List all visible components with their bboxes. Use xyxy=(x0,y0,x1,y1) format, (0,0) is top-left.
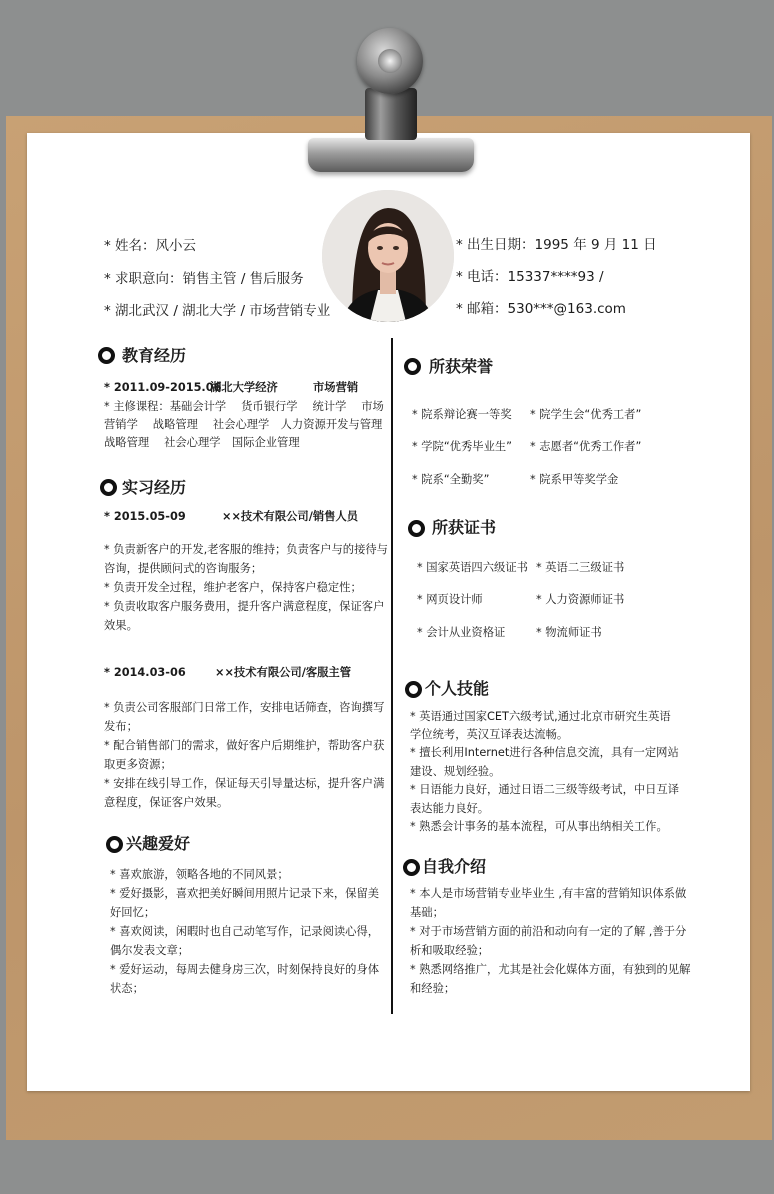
honor-item: * 学院“优秀毕业生” xyxy=(412,440,513,453)
info-name: * 姓名：风小云 xyxy=(104,238,197,254)
profile-photo xyxy=(322,190,454,322)
section-title-skills: 个人技能 xyxy=(425,679,490,698)
skill-line: * 日语能力良好，通过日语二三级等级考试，中日互译 xyxy=(410,783,680,796)
honor-item: * 院系辩论赛一等奖 xyxy=(412,408,512,421)
job2-company: ××技术有限公司/客服主管 xyxy=(215,666,352,679)
education-courses-line: * 主修课程：基础会计学 货币银行学 统计学 市场 xyxy=(104,400,384,413)
section-bullet-icon xyxy=(403,859,420,876)
section-bullet-icon xyxy=(100,479,117,496)
hobby-line: 状态； xyxy=(110,982,144,995)
job2-line: 发布； xyxy=(104,720,138,733)
education-courses-line: 营销学 战略管理 社会心理学 人力资源开发与管理 xyxy=(104,418,383,431)
job2-line: * 配合销售部门的需求，做好客户后期维护，帮助客户获 xyxy=(104,739,385,752)
skill-line: * 熟悉会计事务的基本流程，可从事出纳相关工作。 xyxy=(410,820,668,833)
intro-line: 和经验； xyxy=(410,982,456,995)
job2-line: * 负责公司客服部门日常工作，安排电话筛查，咨询撰写 xyxy=(104,701,385,714)
hobby-line: 好回忆； xyxy=(110,906,156,919)
info-school: * 湖北武汉 / 湖北大学 / 市场营销专业 xyxy=(104,303,331,319)
skill-line: 学位统考，英汉互译表达流畅。 xyxy=(410,728,569,741)
info-phone: * 电话：15337****93 / xyxy=(456,269,604,285)
section-bullet-icon xyxy=(106,836,123,853)
section-title-education: 教育经历 xyxy=(122,346,187,365)
intro-line: * 本人是市场营销专业毕业生 ,有丰富的营销知识体系做 xyxy=(410,887,687,900)
job1-line: 咨询，提供顾问式的咨询服务； xyxy=(104,562,263,575)
job1-line: * 负责收取客户服务费用，提升客户满意程度，保证客户 xyxy=(104,600,385,613)
hobby-line: * 爱好摄影，喜欢把美好瞬间用照片记录下来，保留美 xyxy=(110,887,380,900)
hobby-line: * 喜欢旅游，领略各地的不同风景； xyxy=(110,868,289,881)
section-title-certificates: 所获证书 xyxy=(432,518,497,537)
job2-line: * 安排在线引导工作，保证每天引导量达标，提升客户满 xyxy=(104,777,385,790)
certificate-item: * 会计从业资格证 xyxy=(417,626,506,639)
job1-line: * 负责新客户的开发,老客服的维持；负责客户与的接待与 xyxy=(104,543,388,556)
job2-line: 取更多资源； xyxy=(104,758,172,771)
section-bullet-icon xyxy=(98,347,115,364)
clip-ring-hole xyxy=(378,49,402,73)
intro-line: 析和吸取经验； xyxy=(410,944,490,957)
education-date: * 2011.09-2015.06 xyxy=(104,381,222,394)
education-courses-line: 战略管理 社会心理学 国际企业管理 xyxy=(104,436,300,449)
hobby-line: * 喜欢阅读，闲暇时也自己动笔写作，记录阅读心得， xyxy=(110,925,380,938)
section-bullet-icon xyxy=(408,520,425,537)
hobby-line: * 爱好运动，每周去健身房三次，时刻保持良好的身体 xyxy=(110,963,380,976)
certificate-item: * 人力资源师证书 xyxy=(536,593,625,606)
info-intention: * 求职意向：销售主管 / 售后服务 xyxy=(104,271,304,287)
intro-line: * 熟悉网络推广，尤其是社会化媒体方面，有独到的见解 xyxy=(410,963,691,976)
section-bullet-icon xyxy=(404,358,421,375)
section-title-internship: 实习经历 xyxy=(122,478,187,497)
job2-line: 意程度，保证客户效果。 xyxy=(104,796,229,809)
certificate-item: * 网页设计师 xyxy=(417,593,483,606)
column-divider xyxy=(391,338,393,1014)
section-title-hobbies: 兴趣爱好 xyxy=(126,834,191,853)
certificate-item: * 国家英语四六级证书 xyxy=(417,561,528,574)
skill-line: * 擅长利用Internet进行各种信息交流，具有一定网站 xyxy=(410,746,679,759)
certificate-item: * 英语二三级证书 xyxy=(536,561,625,574)
section-title-honors: 所获荣誉 xyxy=(429,357,494,376)
intro-line: * 对于市场营销方面的前沿和动向有一定的了解 ,善于分 xyxy=(410,925,687,938)
job1-line: * 负责开发全过程，维护老客户，保持客户稳定性； xyxy=(104,581,362,594)
honor-item: * 院学生会“优秀工者” xyxy=(530,408,642,421)
honor-item: * 志愿者“优秀工作者” xyxy=(530,440,642,453)
clip-base xyxy=(308,138,474,172)
education-school: 湖北大学经济 xyxy=(210,381,278,394)
honor-item: * 院系甲等奖学金 xyxy=(530,473,619,486)
intro-line: 基础； xyxy=(410,906,444,919)
certificate-item: * 物流师证书 xyxy=(536,626,602,639)
education-major: 市场营销 xyxy=(313,381,359,394)
skill-line: 建设、规划经验。 xyxy=(410,765,501,778)
hobby-line: 偶尔发表文章； xyxy=(110,944,190,957)
info-birthdate: * 出生日期：1995 年 9 月 11 日 xyxy=(456,237,657,253)
job1-date: * 2015.05-09 xyxy=(104,510,186,523)
section-title-intro: 自我介绍 xyxy=(422,857,487,876)
info-email: * 邮箱：530***@163.com xyxy=(456,301,626,317)
honor-item: * 院系“全勤奖” xyxy=(412,473,490,486)
skill-line: * 英语通过国家CET六级考试,通过北京市研究生英语 xyxy=(410,710,671,723)
skill-line: 表达能力良好。 xyxy=(410,802,490,815)
job1-company: ××技术有限公司/销售人员 xyxy=(222,510,359,523)
clip-stem xyxy=(365,88,417,140)
job2-date: * 2014.03-06 xyxy=(104,666,186,679)
section-bullet-icon xyxy=(405,681,422,698)
job1-line: 效果。 xyxy=(104,619,138,632)
